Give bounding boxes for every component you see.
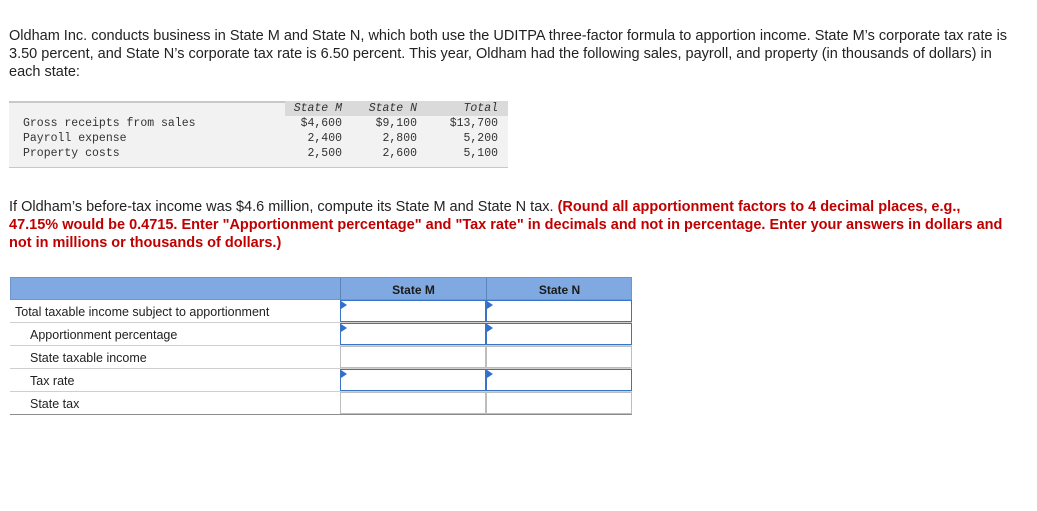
state-m-state-tax-cell: [340, 392, 486, 414]
state-n-apportionment-input[interactable]: [486, 323, 632, 345]
row-label: Tax rate: [30, 374, 75, 388]
answer-row-total-taxable-income: [10, 300, 632, 323]
property-total: 5,100: [463, 147, 498, 160]
state-m-apportionment-input[interactable]: [340, 323, 486, 345]
state-m-total-taxable-income-input[interactable]: [340, 300, 486, 322]
state-n-total-taxable-income-field[interactable]: [487, 301, 631, 321]
row-label: State taxable income: [30, 351, 147, 365]
answer-row-tax-rate: [10, 369, 632, 392]
header-state-m: State M: [293, 102, 342, 115]
state-n-state-tax-cell: [486, 392, 632, 414]
state-n-apportionment-field[interactable]: [487, 324, 631, 344]
question-text: [9, 198, 1009, 252]
question-instructions: (Round all apportionment factors to 4 decimal places, e.g., 47.15% would be 0.4715. Enter "Apportionment percentage" and "Tax rate" in decimals and not in percentage. Enter your answers in dollars and not in millions or thousands of dollars.): [9, 199, 1003, 251]
row-label-payroll: Payroll expense: [23, 132, 127, 145]
header-total: Total: [463, 102, 498, 115]
answer-table: [10, 277, 632, 416]
answer-row-state-tax: [10, 392, 632, 415]
answer-header-state-m: State M: [392, 283, 435, 297]
input-marker-icon: [487, 301, 493, 309]
property-state-n: 2,600: [382, 147, 417, 160]
answer-header-state-n: State N: [538, 283, 581, 297]
problem-intro: Oldham Inc. conducts business in State M and State N, which both use the UDITPA three-factor formula to apportion income. State M’s corporate tax rate is 3.50 percent, and State N’s corporate tax rate is 6.50 percent. This year, Oldham had the following sales, payroll, and property (in thousands of dollars) in each state:: [9, 28, 1008, 80]
header-divider: [486, 278, 487, 301]
given-data-table: [9, 101, 508, 168]
payroll-state-n: 2,800: [382, 132, 417, 145]
row-label: State tax: [30, 397, 80, 411]
input-marker-icon: [341, 324, 347, 332]
input-marker-icon: [487, 324, 493, 332]
sales-total: $13,700: [449, 117, 498, 130]
row-label-sales: Gross receipts from sales: [23, 117, 196, 130]
state-n-taxable-income-cell: [486, 346, 632, 368]
state-m-total-taxable-income-field[interactable]: [341, 301, 485, 321]
answer-header-row: [10, 277, 632, 300]
state-m-taxable-income-cell: [340, 346, 486, 368]
input-marker-icon: [487, 370, 493, 378]
sales-state-m: $4,600: [300, 117, 342, 130]
state-m-tax-rate-input[interactable]: [340, 369, 486, 391]
row-label-property: Property costs: [23, 147, 120, 160]
input-marker-icon: [341, 370, 347, 378]
sales-state-n: $9,100: [375, 117, 417, 130]
table-top-rule: [9, 101, 285, 103]
payroll-state-m: 2,400: [307, 132, 342, 145]
answer-table-bottom-rule: [10, 414, 632, 415]
input-marker-icon: [341, 301, 347, 309]
answer-row-state-taxable-income: [10, 346, 632, 369]
header-divider: [340, 278, 341, 301]
payroll-total: 5,200: [463, 132, 498, 145]
state-n-tax-rate-field[interactable]: [487, 370, 631, 390]
property-state-m: 2,500: [307, 147, 342, 160]
row-label: Total taxable income subject to apportionment: [15, 305, 270, 319]
state-n-total-taxable-income-input[interactable]: [486, 300, 632, 322]
state-m-tax-rate-field[interactable]: [341, 370, 485, 390]
question-plain: If Oldham’s before-tax income was $4.6 million, compute its State M and State N tax.: [9, 199, 554, 215]
row-label: Apportionment percentage: [30, 328, 178, 342]
answer-row-apportionment-percentage: [10, 323, 632, 346]
state-n-tax-rate-input[interactable]: [486, 369, 632, 391]
header-state-n: State N: [368, 102, 417, 115]
state-m-apportionment-field[interactable]: [341, 324, 485, 344]
